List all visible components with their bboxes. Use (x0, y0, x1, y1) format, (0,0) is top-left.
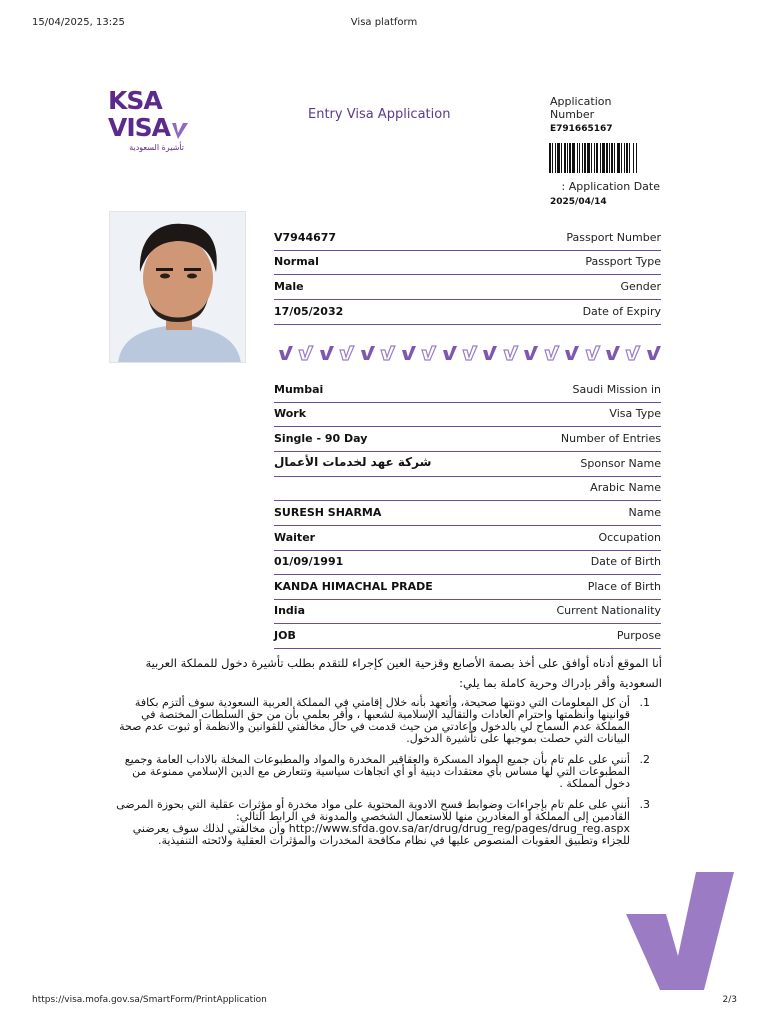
logo-text-ksa: KSA (108, 86, 162, 115)
passport-type-value: Normal (274, 255, 319, 268)
check-icon (278, 345, 294, 361)
declaration-item (108, 697, 662, 745)
saudi-mission-value: Mumbai (274, 383, 324, 396)
purpose-label: Purpose (616, 629, 661, 642)
declaration-item-text-cont: وأن مخالفتي لذلك (202, 822, 286, 835)
check-icon (319, 345, 335, 361)
check-icon (564, 345, 580, 361)
declaration-list (108, 697, 662, 856)
row-date-of-birth (274, 550, 661, 575)
declaration-intro: أنا الموقع أدناه أوافق على أخذ بصمة الأصابع وقزحية العين كإجراء للتقدم بطلب تأشيرة دخول للمملكة العربية السعودية وأقر بإدراك وحرية كاملة بما يلي: (145, 656, 662, 690)
check-icon (380, 345, 396, 361)
document-title: Entry Visa Application (308, 107, 451, 122)
row-sponsor-name (274, 452, 661, 477)
check-icon (401, 345, 417, 361)
check-icon (503, 345, 519, 361)
browser-page-title: Visa platform (350, 17, 418, 28)
purpose-value: JOB (274, 629, 296, 642)
browser-url: https://visa.mofa.gov.sa/SmartForm/PrintApplication (32, 995, 267, 1005)
check-icon (625, 345, 641, 361)
page-number: 2/3 (722, 995, 737, 1005)
barcode (549, 143, 661, 173)
application-date-label: : Application Date (561, 180, 660, 193)
declaration-item (108, 799, 662, 847)
row-arabic-name (274, 476, 661, 501)
row-passport-type (274, 250, 661, 275)
arabic-name-label: Arabic Name (590, 481, 661, 494)
check-icon (482, 345, 498, 361)
application-number-label: Application Number (550, 95, 612, 121)
logo-text-visa: VISA (108, 113, 171, 142)
visa-type-label: Visa Type (609, 407, 661, 420)
check-icon (646, 345, 662, 361)
check-icon (421, 345, 437, 361)
watermark-checkmark-icon (626, 872, 734, 992)
check-icon (605, 345, 621, 361)
check-icon (298, 345, 314, 361)
passport-type-label: Passport Type (585, 255, 661, 268)
passport-number-label: Passport Number (566, 231, 661, 244)
declaration-item-number: 1. (639, 696, 650, 709)
browser-datetime: 15/04/2025, 13:25 (32, 17, 125, 28)
saudi-mission-label: Saudi Mission in (572, 383, 661, 396)
declaration-item-text: أنني على علم تام بإجراءات وضوابط فسح الادوية المحتوية على مواد مخدرة أو مؤثرات عقلية التي بحوزة المرضى القادمين إلى المملكة أو المغادرين منها للاستعمال الشخصي والمدونة في الرابط التالي: (116, 798, 630, 823)
current-nationality-value: India (274, 604, 305, 617)
declaration-item-number: 2. (639, 753, 650, 766)
declaration-item-text-end: سوف يعرضني للجزاء وتطبيق العقوبات المنصوص عليها في نظام مكافحة المخدرات والمؤثرات العقلية ولائحته التنفيذية. (132, 822, 630, 847)
check-icon (462, 345, 478, 361)
logo-checkmark-icon (171, 121, 189, 141)
gender-value: Male (274, 280, 304, 293)
row-passport-number (274, 226, 661, 251)
row-place-of-birth (274, 575, 661, 600)
number-of-entries-value: Single - 90 Day (274, 432, 368, 445)
date-of-birth-value: 01/09/1991 (274, 555, 344, 568)
row-number-of-entries (274, 427, 661, 452)
name-label: Name (628, 506, 661, 519)
check-icon (339, 345, 355, 361)
occupation-value: Waiter (274, 531, 316, 544)
check-icon (442, 345, 458, 361)
row-purpose (274, 624, 661, 649)
sponsor-name-value: شركة عهد لخدمات الأعمال (274, 455, 432, 469)
row-occupation (274, 526, 661, 551)
check-icon (585, 345, 601, 361)
date-of-expiry-value: 17/05/2032 (274, 305, 344, 318)
row-name (274, 501, 661, 526)
current-nationality-label: Current Nationality (556, 604, 661, 617)
name-value: SURESH SHARMA (274, 506, 382, 519)
declaration-item-text: أنني على علم تام بأن جميع المواد المسكرة والعقاقير المخدرة والمواد والمطبوعات المخلة بالاداب العامة وجميع المطبوعات التي لها مساس بأي معتقدات دينية أو أي اتجاهات سياسية وتتعارض مع الدين الإسلامي ممنوعة من دخول المملكة . (124, 753, 630, 790)
check-icon (360, 345, 376, 361)
row-current-nationality (274, 599, 661, 624)
occupation-label: Occupation (598, 531, 661, 544)
checkmark-band (278, 345, 662, 363)
passport-number-value: V7944677 (274, 231, 337, 244)
check-icon (544, 345, 560, 361)
date-of-expiry-label: Date of Expiry (582, 305, 661, 318)
declaration-item-text: أن كل المعلومات التي دونتها صحيحة، وأتعهد بأنه خلال إقامتي في المملكة العربية السعودية سوف ألتزم بكافة قوانينها وأنظمتها واحترام العادات والتقاليد الإسلامية لشعبها ، وأقر بعلمي بأن من حق السلطات المختصة في المملكة عدم السماح لي بالدخول وإعادتي من حيث قدمت في حال مخالفتي للقوانين والانظمة أو ثبوت عدم صحة البيانات التي حصلت بموجبها على تأشيرة الدخول. (119, 696, 630, 745)
sponsor-name-label: Sponsor Name (580, 457, 661, 470)
applicant-photo (109, 211, 246, 363)
application-number-value: E791665167 (550, 124, 613, 134)
gender-label: Gender (620, 280, 661, 293)
row-saudi-mission (274, 378, 661, 403)
row-date-of-expiry (274, 300, 661, 325)
check-icon (523, 345, 539, 361)
row-visa-type (274, 402, 661, 427)
declaration-item (108, 754, 662, 790)
date-of-birth-label: Date of Birth (590, 555, 661, 568)
number-of-entries-label: Number of Entries (560, 432, 661, 445)
declaration-item-number: 3. (639, 798, 650, 811)
place-of-birth-label: Place of Birth (587, 580, 661, 593)
sfda-drug-link[interactable]: http://www.sfda.gov.sa/ar/drug/drug_reg/pages/drug_reg.aspx (288, 822, 630, 835)
ksa-visa-logo (108, 88, 190, 158)
visa-type-value: Work (274, 407, 307, 420)
logo-arabic-text: تأشيرة السعودية (129, 143, 184, 152)
row-gender (274, 275, 661, 300)
application-date-value: 2025/04/14 (550, 197, 607, 207)
place-of-birth-value: KANDA HIMACHAL PRADE (274, 580, 433, 593)
